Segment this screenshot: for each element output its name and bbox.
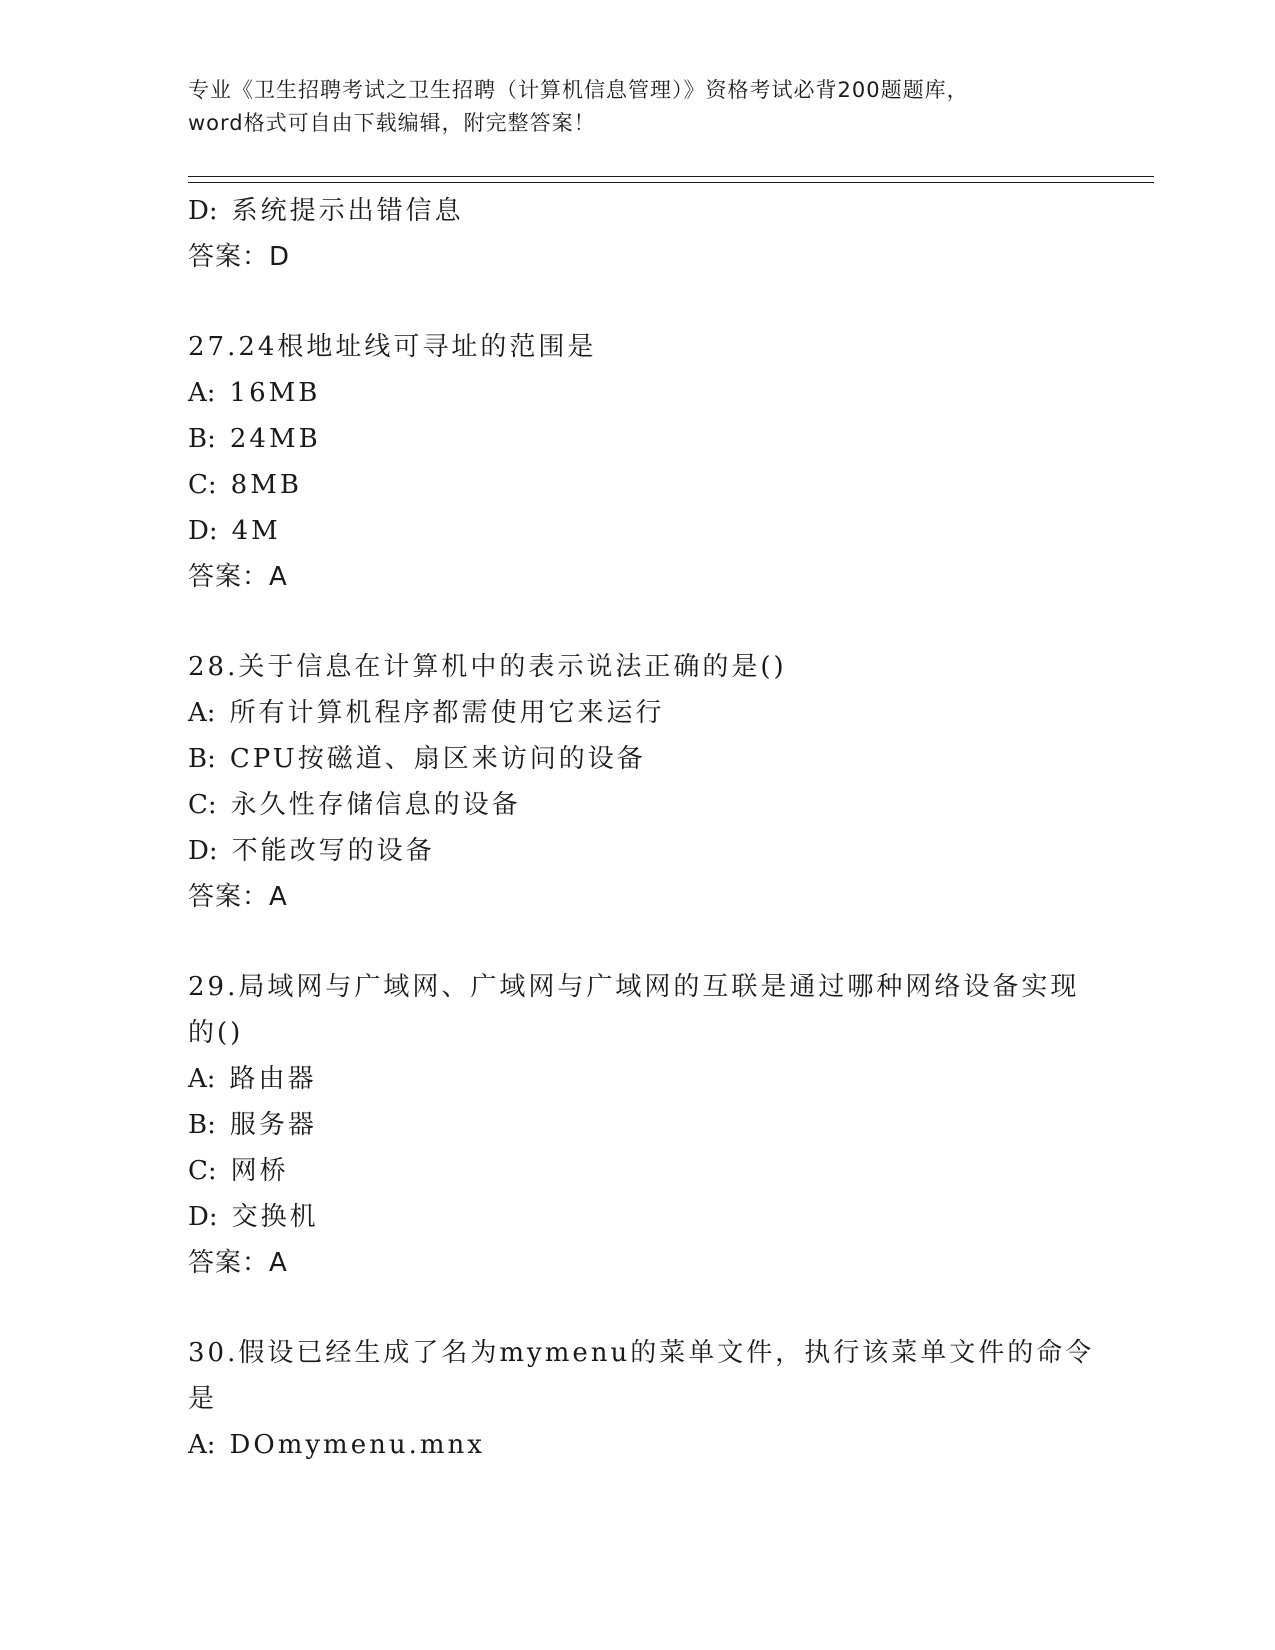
document-header — [188, 74, 1088, 140]
prev-answer: 答案：D — [188, 242, 291, 272]
question-content — [188, 188, 1095, 1468]
q28-answer: 答案：A — [188, 882, 288, 912]
question-29-text-line-2: 的() — [188, 1018, 244, 1048]
header-divider-top — [188, 176, 1154, 177]
header-line-1: 专业《卫生招聘考试之卫生招聘（计算机信息管理）》资格考试必背200题题库， — [188, 78, 969, 102]
q29-option-b: B: 服务器 — [188, 1110, 317, 1140]
header-divider-bottom — [188, 182, 1154, 183]
question-29-text-line-1: 29.局域网与广域网、广域网与广域网的互联是通过哪种网络设备实现 — [188, 972, 1080, 1002]
q27-option-d: D: 4M — [188, 516, 281, 546]
q29-answer: 答案：A — [188, 1248, 288, 1278]
q28-option-b: B: CPU按磁道、扇区来访问的设备 — [188, 744, 646, 774]
prev-option-d: D: 系统提示出错信息 — [188, 196, 464, 226]
q28-option-c: C: 永久性存储信息的设备 — [188, 790, 521, 820]
q29-option-c: C: 网桥 — [188, 1156, 289, 1186]
q28-option-a: A: 所有计算机程序都需使用它来运行 — [188, 698, 665, 728]
q27-option-c: C: 8MB — [188, 470, 302, 500]
q29-option-d: D: 交换机 — [188, 1202, 319, 1232]
q28-option-d: D: 不能改写的设备 — [188, 836, 435, 866]
q30-option-a: A: DOmymenu.mnx — [188, 1430, 485, 1460]
question-27-text: 27.24根地址线可寻址的范围是 — [188, 332, 597, 362]
q27-option-b: B: 24MB — [188, 424, 321, 454]
q29-option-a: A: 路由器 — [188, 1064, 317, 1094]
q27-option-a: A: 16MB — [188, 378, 321, 408]
q27-answer: 答案：A — [188, 562, 288, 592]
question-30-text-line-1: 30.假设已经生成了名为mymenu的菜单文件，执行该菜单文件的命令 — [188, 1338, 1095, 1368]
question-30-text-line-2: 是 — [188, 1384, 218, 1414]
header-line-2: word格式可自由下载编辑，附完整答案！ — [188, 111, 596, 135]
question-28-text: 28.关于信息在计算机中的表示说法正确的是() — [188, 652, 787, 682]
